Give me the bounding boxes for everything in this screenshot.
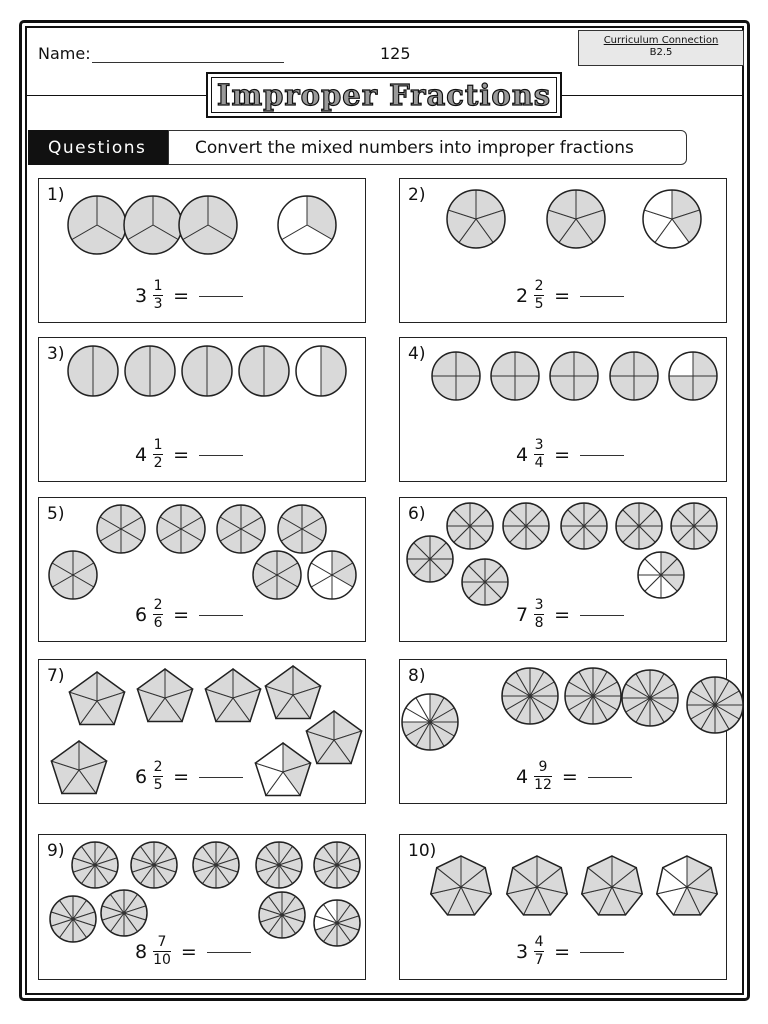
circle-fraction-shape	[610, 352, 658, 400]
shaded-slice	[125, 346, 150, 396]
equation: 2 $\frac{2}{5}$ =	[516, 279, 624, 312]
pentagon-fraction-shape	[51, 741, 106, 793]
circle-fraction-shape	[462, 559, 508, 605]
circle-fraction-shape	[68, 196, 126, 254]
shaded-slice	[264, 346, 289, 396]
problem-number: 4)	[408, 344, 426, 364]
circle-fraction-shape	[314, 900, 360, 946]
questions-label: Questions	[48, 137, 147, 158]
circle-fraction-shape	[565, 668, 621, 724]
heptagon-fraction-shape	[657, 856, 717, 915]
problem-number: 8)	[408, 666, 426, 686]
circle-fraction-shape	[97, 505, 145, 553]
equation: 3 $\frac{1}{3}$ =	[135, 279, 243, 312]
whole-number: 4	[516, 443, 529, 466]
whole-number: 3	[516, 940, 529, 963]
numerator: 2	[153, 759, 163, 775]
whole-number: 7	[516, 603, 529, 626]
circle-fraction-shape	[179, 196, 237, 254]
problem-number: 6)	[408, 504, 426, 524]
circle-fraction-shape	[622, 670, 678, 726]
fraction	[153, 438, 163, 471]
heptagon-fraction-shape	[507, 856, 567, 915]
denominator: 4	[534, 455, 544, 471]
numerator: 9	[538, 759, 548, 775]
circle-fraction-shape	[296, 346, 346, 396]
circle-fraction-shape	[125, 346, 175, 396]
equation: 6 $\frac{2}{6}$ =	[135, 598, 243, 631]
circle-fraction-shape	[687, 677, 743, 733]
answer-blank[interactable]	[580, 455, 624, 456]
fraction	[534, 438, 544, 471]
circle-fraction-shape	[308, 551, 356, 599]
curriculum-code: B2.5	[649, 47, 673, 58]
denominator: 2	[153, 455, 163, 471]
denominator: 5	[534, 296, 544, 312]
circle-fraction-shape	[259, 892, 305, 938]
circle-fraction-shape	[671, 503, 717, 549]
problem-number: 3)	[47, 344, 65, 364]
curriculum-connection-label: Curriculum Connection	[603, 35, 719, 46]
numerator: 3	[534, 597, 544, 613]
equation: 6 $\frac{2}{5}$ =	[135, 760, 243, 793]
denominator: 6	[153, 615, 163, 631]
denominator: 7	[534, 952, 544, 968]
equation: 4 $\frac{3}{4}$ =	[516, 438, 624, 471]
numerator: 7	[157, 934, 167, 950]
circle-fraction-shape	[402, 694, 458, 750]
circle-fraction-shape	[491, 352, 539, 400]
circle-fraction-shape	[124, 196, 182, 254]
whole-number: 4	[516, 765, 529, 788]
answer-blank[interactable]	[199, 455, 243, 456]
problem-box-10	[399, 834, 727, 980]
title-rule-right	[562, 95, 744, 96]
numerator: 2	[534, 278, 544, 294]
problem-number: 5)	[47, 504, 65, 524]
problem-box-1	[38, 178, 366, 323]
equation: 7 $\frac{3}{8}$ =	[516, 598, 624, 631]
shaded-slice	[150, 346, 175, 396]
shaded-slice	[68, 346, 93, 396]
circle-fraction-shape	[643, 190, 701, 248]
problem-box-7	[38, 659, 366, 804]
denominator: 8	[534, 615, 544, 631]
whole-number: 2	[516, 284, 529, 307]
circle-fraction-shape	[502, 668, 558, 724]
shaded-slice	[207, 346, 232, 396]
pentagon-fraction-shape	[265, 666, 320, 718]
numerator: 1	[153, 278, 163, 294]
fraction	[153, 760, 163, 793]
circle-fraction-shape	[447, 503, 493, 549]
circle-fraction-shape	[50, 896, 96, 942]
equation: 8 $\frac{7}{10}$ =	[135, 935, 251, 968]
whole-number: 6	[135, 603, 148, 626]
problem-box-6	[399, 497, 727, 642]
answer-blank[interactable]	[588, 777, 632, 778]
numerator: 4	[534, 934, 544, 950]
answer-blank[interactable]	[199, 296, 243, 297]
unshaded-slice	[296, 346, 321, 396]
circle-fraction-shape	[547, 190, 605, 248]
heptagon-fraction-shape	[431, 856, 491, 915]
circle-fraction-shape	[253, 551, 301, 599]
problem-box-3	[38, 337, 366, 482]
circle-fraction-shape	[157, 505, 205, 553]
pentagon-fraction-shape	[255, 743, 310, 795]
shaded-slice	[182, 346, 207, 396]
fraction	[153, 598, 163, 631]
problem-number: 1)	[47, 185, 65, 205]
circle-fraction-shape	[616, 503, 662, 549]
denominator: 5	[153, 777, 163, 793]
fraction	[153, 279, 163, 312]
circle-fraction-shape	[68, 346, 118, 396]
questions-tab	[28, 130, 168, 165]
denominator: 10	[153, 952, 171, 968]
problem-number: 10)	[408, 841, 437, 861]
instructions	[168, 130, 687, 165]
shaded-slice	[93, 346, 118, 396]
circle-fraction-shape	[49, 551, 97, 599]
fraction	[153, 935, 171, 968]
page-title: Improper Fractions	[216, 78, 552, 112]
answer-blank[interactable]	[199, 615, 243, 616]
circle-fraction-shape	[278, 505, 326, 553]
circle-fraction-shape	[131, 842, 177, 888]
circle-fraction-shape	[217, 505, 265, 553]
denominator: 12	[534, 777, 552, 793]
whole-number: 6	[135, 765, 148, 788]
numerator: 3	[534, 437, 544, 453]
circle-fraction-shape	[239, 346, 289, 396]
title-banner	[206, 72, 562, 118]
circle-fraction-shape	[638, 552, 684, 598]
circle-fraction-shape	[182, 346, 232, 396]
whole-number: 3	[135, 284, 148, 307]
equation: 4 $\frac{1}{2}$ =	[135, 438, 243, 471]
pentagon-fraction-shape	[205, 669, 260, 721]
circle-fraction-shape	[432, 352, 480, 400]
circle-fraction-shape	[669, 352, 717, 400]
numerator: 2	[153, 597, 163, 613]
whole-number: 4	[135, 443, 148, 466]
sheet-number: 125	[380, 44, 411, 63]
problem-box-2	[399, 178, 727, 323]
circle-fraction-shape	[447, 190, 505, 248]
problem-box-9	[38, 834, 366, 980]
answer-blank[interactable]	[207, 952, 251, 953]
heptagon-fraction-shape	[582, 856, 642, 915]
pentagon-fraction-shape	[69, 672, 124, 724]
whole-number: 8	[135, 940, 148, 963]
equation: 4 $\frac{9}{12}$ =	[516, 760, 632, 793]
title-rule-left	[27, 95, 208, 96]
problem-box-8	[399, 659, 727, 804]
fraction	[534, 935, 544, 968]
denominator: 3	[153, 296, 163, 312]
name-label: Name:	[38, 44, 91, 63]
circle-fraction-shape	[314, 842, 360, 888]
problem-number: 9)	[47, 841, 65, 861]
name-line	[92, 62, 284, 63]
circle-fraction-shape	[101, 890, 147, 936]
equation: 3 $\frac{4}{7}$ =	[516, 935, 624, 968]
shaded-slice	[321, 346, 346, 396]
circle-fraction-shape	[503, 503, 549, 549]
circle-fraction-shape	[278, 196, 336, 254]
circle-fraction-shape	[193, 842, 239, 888]
shaded-slice	[239, 346, 264, 396]
instruction-text: Convert the mixed numbers into improper fractions	[195, 137, 634, 158]
problem-box-4	[399, 337, 727, 482]
fraction	[534, 760, 552, 793]
answer-blank[interactable]	[580, 952, 624, 953]
answer-blank[interactable]	[580, 296, 624, 297]
numerator: 1	[153, 437, 163, 453]
circle-fraction-shape	[72, 842, 118, 888]
circle-fraction-shape	[256, 842, 302, 888]
circle-fraction-shape	[561, 503, 607, 549]
circle-fraction-shape	[407, 536, 453, 582]
fraction	[534, 598, 544, 631]
problem-number: 2)	[408, 185, 426, 205]
answer-blank[interactable]	[199, 777, 243, 778]
problem-box-5	[38, 497, 366, 642]
curriculum-connection-box	[578, 30, 744, 66]
problem-number: 7)	[47, 666, 65, 686]
fraction	[534, 279, 544, 312]
pentagon-fraction-shape	[137, 669, 192, 721]
pentagon-fraction-shape	[306, 711, 361, 763]
answer-blank[interactable]	[580, 615, 624, 616]
circle-fraction-shape	[550, 352, 598, 400]
